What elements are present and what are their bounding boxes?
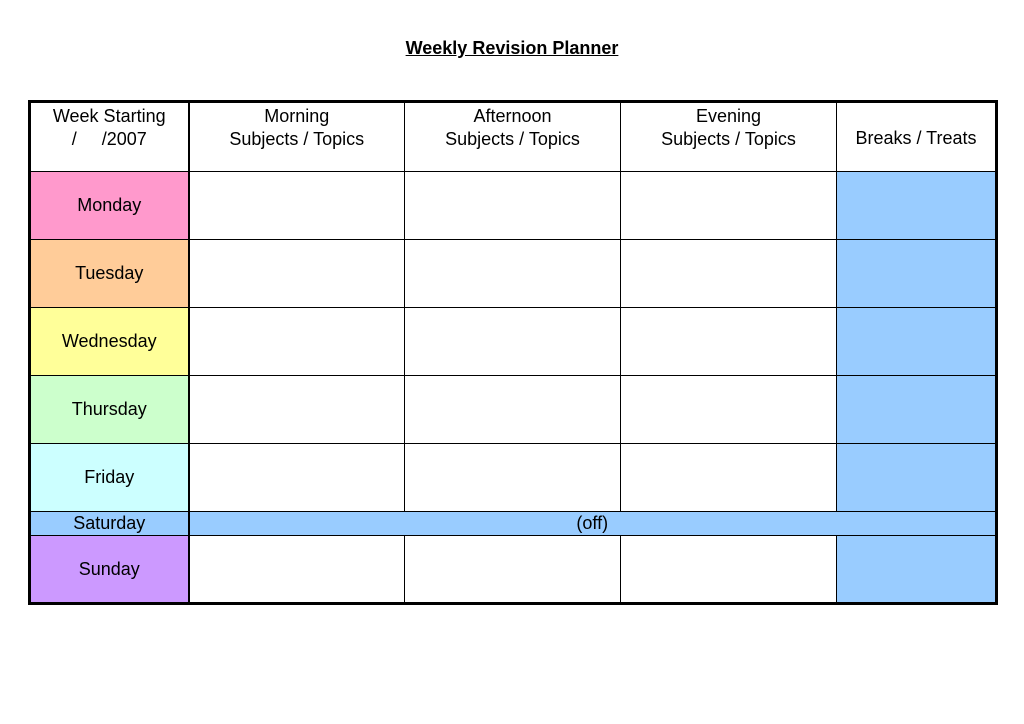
afternoon-sublabel: Subjects / Topics: [445, 129, 580, 149]
wednesday-afternoon-cell[interactable]: [405, 308, 621, 376]
thursday-evening-cell[interactable]: [621, 376, 837, 444]
weekly-planner-table: [28, 100, 998, 605]
day-cell-thursday: Thursday: [30, 376, 189, 444]
saturday-off-cell: (off): [189, 512, 997, 536]
evening-header: [621, 102, 837, 172]
table-row: [30, 376, 997, 444]
table-row: [30, 444, 997, 512]
tuesday-breaks-cell[interactable]: [837, 240, 997, 308]
monday-morning-cell[interactable]: [189, 172, 405, 240]
monday-evening-cell[interactable]: [621, 172, 837, 240]
day-cell-friday: Friday: [30, 444, 189, 512]
monday-afternoon-cell[interactable]: [405, 172, 621, 240]
evening-label: Evening: [695, 106, 762, 126]
afternoon-header: [405, 102, 621, 172]
sunday-breaks-cell[interactable]: [837, 536, 997, 604]
afternoon-label: Afternoon: [473, 106, 552, 126]
week-starting-date: / /2007: [71, 129, 147, 149]
sunday-morning-cell[interactable]: [189, 536, 405, 604]
friday-morning-cell[interactable]: [189, 444, 405, 512]
day-cell-monday: Monday: [30, 172, 189, 240]
friday-breaks-cell[interactable]: [837, 444, 997, 512]
morning-sublabel: Subjects / Topics: [229, 129, 365, 149]
header-row: [30, 102, 997, 172]
table-row: [30, 240, 997, 308]
friday-evening-cell[interactable]: [621, 444, 837, 512]
sunday-afternoon-cell[interactable]: [405, 536, 621, 604]
week-starting-label: Week Starting: [52, 106, 166, 126]
day-cell-tuesday: Tuesday: [30, 240, 189, 308]
thursday-morning-cell[interactable]: [189, 376, 405, 444]
day-cell-wednesday: Wednesday: [30, 308, 189, 376]
table-row: [30, 308, 997, 376]
week-starting-header: [30, 102, 189, 172]
breaks-header: [837, 102, 997, 172]
morning-label: Morning: [264, 106, 330, 126]
morning-header: [189, 102, 405, 172]
thursday-breaks-cell[interactable]: [837, 376, 997, 444]
wednesday-morning-cell[interactable]: [189, 308, 405, 376]
day-cell-sunday: Sunday: [30, 536, 189, 604]
friday-afternoon-cell[interactable]: [405, 444, 621, 512]
table-row: [30, 172, 997, 240]
table-row: [30, 536, 997, 604]
wednesday-breaks-cell[interactable]: [837, 308, 997, 376]
thursday-afternoon-cell[interactable]: [405, 376, 621, 444]
evening-sublabel: Subjects / Topics: [661, 129, 796, 149]
tuesday-afternoon-cell[interactable]: [405, 240, 621, 308]
tuesday-morning-cell[interactable]: [189, 240, 405, 308]
table-row-saturday: [30, 512, 997, 536]
wednesday-evening-cell[interactable]: [621, 308, 837, 376]
monday-breaks-cell[interactable]: [837, 172, 997, 240]
sunday-evening-cell[interactable]: [621, 536, 837, 604]
page-title: Weekly Revision Planner: [405, 38, 619, 58]
breaks-label: Breaks / Treats: [855, 127, 977, 148]
day-cell-saturday: Saturday: [30, 512, 189, 536]
tuesday-evening-cell[interactable]: [621, 240, 837, 308]
